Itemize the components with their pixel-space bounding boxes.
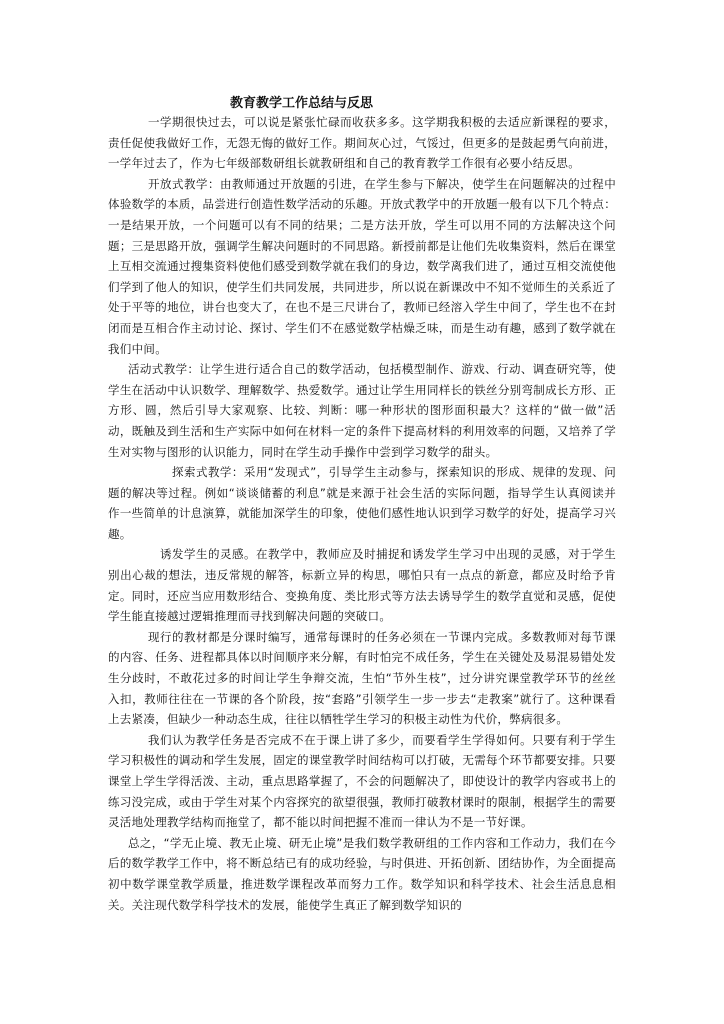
paragraph-open-teaching: 开放式教学：由教师通过开放题的引进，在学生参与下解决，使学生在问题解决的过程中体验数学的本质，品尝进行创造性数学活动的乐趣。开放式教学中的开放题一般有以下几个特点：一是结果开放，一个问题可以有不同的结果；二是方法开放，学生可以用不同的方法解决这个问题；三是思路开放，强调学生解决问题时的不同思路。新授前都是让他们先收集资料，然后在课堂上互相交流通过搜集资料使他们感受到数学就在我们的身边，数学离我们进了，通过互相交流使他们学到了他人的知识，使学生们共同发展，共同进步，所以说在新课改中不知不觉师生的关系近了处于平等的地位，讲台也变大了，在也不是三尺讲台了，教师已经溶入学生中间了，学生也不在封闭而是互相合作主动讨论、探讨、学生们不在感觉数学枯燥乏味，而是生动有趣，感到了数学就在我们中间。 bbox=[108, 176, 616, 356]
document-body bbox=[108, 95, 616, 915]
paragraph-exploratory-teaching: 探索式教学：采用“发现式”，引导学生主动参与，探索知识的形成、规律的发现、问题的解决等过程。例如“谈谈储蓄的利息”就是来源于社会生活的实际问题，指导学生认真阅读并作一些简单的计息演算，就能加深学生的印象，使他们感性地认识到学习数学的好处，提高学习兴趣。 bbox=[108, 465, 616, 541]
paragraph-teaching-tasks: 我们认为教学任务是否完成不在于课上讲了多少，而要看学生学得如何。只要有利于学生学习积极性的调动和学生发展，固定的课堂教学时间结构可以打破，无需每个环节都要安排。只要课堂上学生学得活泼、主动，重点思路掌握了，不会的问题解决了，即使设计的教学内容或书上的练习没完成，或由于学生对某个内容探究的欲望很强，教师打破教材课时的限制，根据学生的需要灵活地处理教学结构而拖堂了，都不能以时间把握不准而一律认为不是一节好课。 bbox=[108, 732, 616, 830]
paragraph-intro: 一学期很快过去，可以说是紧张忙碌而收获多多。这学期我积极的去适应新课程的要求，责任促使我做好工作，无怨无悔的做好工作。期间灰心过，气馁过，但更多的是鼓起勇气向前进，一学年过去了，作为七年级部数研组长就教研组和自己的教育教学工作很有必要小结反思。 bbox=[108, 115, 616, 171]
paragraph-conclusion: 总之，“学无止境、教无止境、研无止境”是我们数学教研组的工作内容和工作动力，我们在今后的数学教学工作中，将不断总结已有的成功经验，与时俱进、开拓创新、团结协作，为全面提高初中数学课堂教学质量，推进数学课程改革而努力工作。数学知识和科学技术、社会生活息息相关。关注现代数学科学技术的发展，能使学生真正了解到数学知识的 bbox=[108, 835, 616, 912]
paragraph-textbook-lessons: 现行的教材都是分课时编写，通常每课时的任务必须在一节课内完成。多数教师对每节课的内容、任务、进程都具体以时间顺序来分解，有时怕完不成任务，学生在关键处及易混易错处发生分歧时，不敢花过多的时间让学生争辩交流，生怕“节外生枝”，过分讲究课堂教学环节的丝丝入扣，教师往往在一节课的各个阶段，按“套路”引领学生一步一步去“走教案”就行了。这种课看上去紧凑，但缺少一种动态生成，往往以牺牲学生学习的积极主动性为代价，弊病很多。 bbox=[108, 629, 616, 727]
paragraph-activity-teaching: 活动式教学：让学生进行适合自己的数学活动，包括模型制作、游戏、行动、调查研究等，使学生在活动中认识数学、理解数学、热爱数学。通过让学生用同样长的铁丝分别弯制成长方形、正方形、圆，然后引导大家观察、比较、判断：哪一种形状的图形面积最大？这样的“做一做”活动，既触及到生活和生产实际中如何在材料一定的条件下提高材料的利用效率的问题，又培养了学生对实物与图形的认识能力，同时在学生动手操作中尝到学习数学的甜头。 bbox=[108, 362, 616, 459]
document-title: 教育教学工作总结与反思 bbox=[230, 96, 374, 111]
paragraph-inspiration: 诱发学生的灵感。在教学中，教师应及时捕捉和诱发学生学习中出现的灵感，对于学生别出心裁的想法，违反常规的解答，标新立异的构思，哪怕只有一点点的新意，都应及时给予肯定。同时，还应当应用数形结合、变换角度、类比形式等方法去诱导学生的数学直觉和灵感，促使学生能直接越过逻辑推理而寻找到解决问题的突破口。 bbox=[108, 547, 616, 624]
